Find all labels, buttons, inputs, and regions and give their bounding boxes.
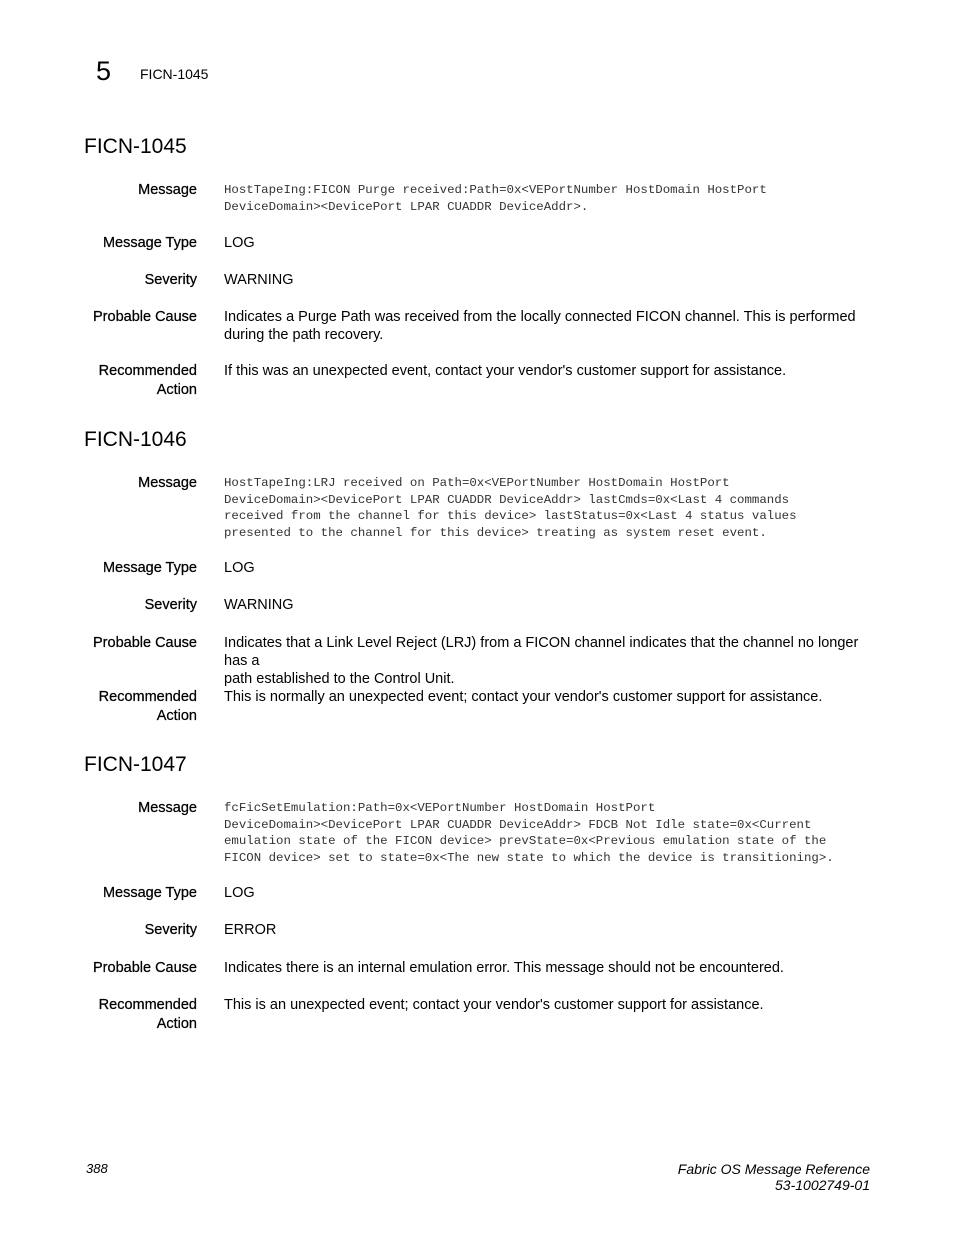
document-title: Fabric OS Message Reference: [677, 1161, 870, 1177]
message-label: Message: [138, 475, 197, 491]
message-label: Message: [138, 182, 197, 198]
recommended-action-text: This is normally an unexpected event; contact your vendor's customer support for assistance.: [224, 689, 823, 705]
message-type-value: LOG: [224, 885, 255, 901]
chapter-title: FICN-1045: [140, 66, 209, 82]
page-number: 388: [86, 1161, 108, 1176]
recommended-action-text: This is an unexpected event; contact your vendor's customer support for assistance.: [224, 997, 764, 1013]
severity-label: Severity: [144, 597, 197, 613]
message-type-value: LOG: [224, 560, 255, 576]
probable-cause-text: Indicates a Purge Path was received from the locally connected FICON channel. This is performed during the path recovery.: [224, 309, 856, 343]
probable-cause-text: Indicates there is an internal emulation error. This message should not be encountered.: [224, 960, 784, 976]
message-text: HostTapeIng:FICON Purge received:Path=0x<VEPortNumber HostDomain HostPort DeviceDomain><DevicePort LPAR CUADDR DeviceAddr>.: [224, 183, 767, 214]
message-type-label: Message Type: [102, 885, 197, 901]
chapter-number: 5: [96, 56, 112, 86]
message-label: Message: [138, 800, 197, 816]
severity-label: Severity: [144, 922, 197, 938]
document-info: [678, 1161, 870, 1193]
recommended-action-label: Recommended Action: [98, 997, 197, 1032]
recommended-action-label: Recommended Action: [98, 363, 197, 398]
recommended-action-text: If this was an unexpected event, contact your vendor's customer support for assistance.: [224, 363, 787, 379]
section-title: FICN-1045: [84, 135, 187, 158]
probable-cause-label: Probable Cause: [93, 309, 197, 325]
message-text: fcFicSetEmulation:Path=0x<VEPortNumber HostDomain HostPort DeviceDomain><DevicePort LPAR CUADDR DeviceAddr> FDCB Not Idle state=0x<Current emulation state of the FICON device> prevState=0x<Previous emulation state of the FICON device> set to state=0x<The new state to which the device is transitioning>.: [224, 801, 834, 865]
message-type-label: Message Type: [102, 560, 197, 576]
message-type-value: LOG: [224, 235, 255, 251]
recommended-action-label: Recommended Action: [98, 689, 197, 724]
probable-cause-label: Probable Cause: [93, 960, 197, 976]
message-type-label: Message Type: [102, 235, 197, 251]
severity-value: ERROR: [224, 922, 277, 938]
severity-value: WARNING: [224, 272, 294, 288]
document-number: 53-1002749-01: [775, 1177, 870, 1193]
section-title: FICN-1047: [84, 753, 187, 776]
probable-cause-text: Indicates that a Link Level Reject (LRJ) from a FICON channel indicates that the channel no longer has a path established to the Control Unit.: [224, 635, 859, 687]
probable-cause-label: Probable Cause: [93, 635, 197, 651]
message-text: HostTapeIng:LRJ received on Path=0x<VEPortNumber HostDomain HostPort DeviceDomain><DevicePort LPAR CUADDR DeviceAddr> lastCmds=0x<Last 4 commands received from the channel for this device> lastStatus=0x<Last 4 status values presented to the channel for this device> treating as system reset event.: [224, 476, 797, 540]
severity-value: WARNING: [224, 597, 294, 613]
section-title: FICN-1046: [84, 428, 187, 451]
severity-label: Severity: [144, 272, 197, 288]
